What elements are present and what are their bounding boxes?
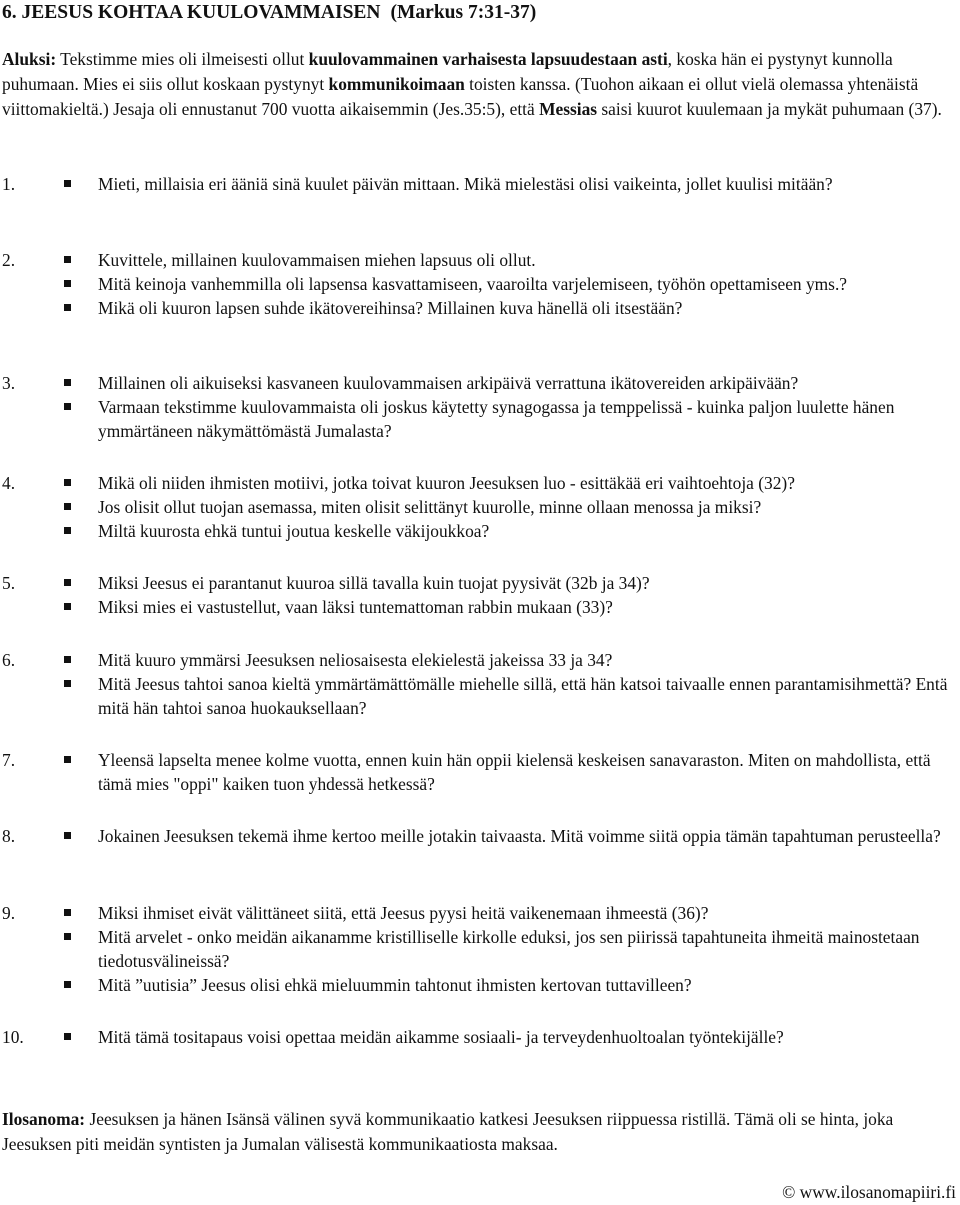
question-item (2, 748, 960, 796)
question-item (2, 519, 960, 543)
question-number: 4. (2, 473, 16, 493)
page-title (2, 1, 536, 25)
bullet-icon (64, 579, 71, 586)
question-item (2, 901, 960, 925)
question-text: Jokainen Jeesuksen tekemä ihme kertoo meille jotakin taivaasta. Mitä voimme siitä oppia tämän tapahtuman perusteella? (98, 826, 941, 846)
question-4 (2, 471, 960, 543)
bullet-icon (64, 1033, 71, 1040)
intro-text-1: Tekstimme mies oli ilmeisesti ollut (56, 49, 309, 69)
question-text: Varmaan tekstimme kuulovammaista oli joskus käytetty synagogassa ja temppelissä - kuinka paljon luulette hänen ymmärtäneen näkymättömästä Jumalasta? (98, 397, 895, 441)
question-item (2, 172, 960, 196)
question-10 (2, 1025, 960, 1049)
bullet-icon (64, 403, 71, 410)
question-number: 5. (2, 573, 16, 593)
bullet-icon (64, 909, 71, 916)
question-2 (2, 248, 960, 320)
question-item (2, 973, 960, 997)
question-text: Mikä oli niiden ihmisten motiivi, jotka toivat kuuron Jeesuksen luo - esittäkää eri vaihtoehtoja (32)? (98, 473, 795, 493)
bullet-icon (64, 981, 71, 988)
intro-text-4: saisi kuurot kuulemaan ja mykät puhumaan (37). (597, 99, 942, 119)
question-3 (2, 371, 960, 443)
question-text: Miltä kuurosta ehkä tuntui joutua keskelle väkijoukkoa? (98, 521, 490, 541)
intro-bold-2: kommunikoimaan (328, 74, 465, 94)
intro-text-3: toisten kanssa. (Tuohon aikaan ei ollut vielä olemassa yhtenäistä viittomakieltä.) Jesaja oli ennustanut 700 vuotta aikaisemmin (Jes.35:5), että (2, 74, 919, 119)
bullet-icon (64, 756, 71, 763)
bullet-icon (64, 479, 71, 486)
intro-label: Aluksi: (2, 49, 57, 69)
question-item (2, 925, 960, 973)
question-number: 9. (2, 903, 16, 923)
bullet-icon (64, 832, 71, 839)
bullet-icon (64, 503, 71, 510)
question-text: Mitä ”uutisia” Jeesus olisi ehkä mieluummin tahtonut ihmisten kertovan tuttavilleen? (98, 975, 692, 995)
question-text: Jos olisit ollut tuojan asemassa, miten olisit selittänyt kuurolle, minne ollaan menossa ja miksi? (98, 497, 762, 517)
question-6 (2, 648, 960, 720)
question-text: Mitä arvelet - onko meidän aikanamme kristilliselle kirkolle eduksi, jos sen piirissä tapahtuneita ihmeitä mainostetaan tiedotusvälineissä? (98, 927, 920, 971)
bullet-icon (64, 379, 71, 386)
question-item (2, 296, 960, 320)
question-item (2, 571, 960, 595)
document-page (2, 0, 958, 1205)
closing-paragraph (2, 1107, 960, 1157)
title-main: 6. JEESUS KOHTAA KUULOVAMMAISEN (2, 2, 381, 23)
question-item (2, 272, 960, 296)
bullet-icon (64, 256, 71, 263)
question-number: 3. (2, 373, 16, 393)
question-text: Millainen oli aikuiseksi kasvaneen kuulovammaisen arkipäivä verrattuna ikätovereiden arkipäivään? (98, 373, 799, 393)
bullet-icon (64, 603, 71, 610)
question-item (2, 471, 960, 495)
bullet-icon (64, 656, 71, 663)
question-item (2, 248, 960, 272)
question-item (2, 371, 960, 395)
question-item (2, 395, 960, 443)
question-text: Mieti, millaisia eri ääniä sinä kuulet päivän mittaan. Mikä mielestäsi olisi vaikeinta, jollet kuulisi mitään? (98, 174, 833, 194)
question-text: Kuvittele, millainen kuulovammaisen miehen lapsuus oli ollut. (98, 250, 536, 270)
bullet-icon (64, 280, 71, 287)
intro-text-2: , koska hän ei pystynyt kunnolla puhumaan. Mies ei siis ollut koskaan pystynyt (2, 49, 893, 94)
question-text: Mitä kuuro ymmärsi Jeesuksen neliosaisesta elekielestä jakeissa 33 ja 34? (98, 650, 613, 670)
question-item (2, 672, 960, 720)
question-number: 7. (2, 750, 16, 770)
question-number: 8. (2, 826, 16, 846)
bullet-icon (64, 180, 71, 187)
question-9 (2, 901, 960, 997)
question-8 (2, 824, 960, 848)
question-text: Mitä Jeesus tahtoi sanoa kieltä ymmärtämättömälle miehelle sillä, että hän katsoi taivaalle ennen parantamisihmettä? Entä mitä hän tahtoi sanoa huokauksellaan? (98, 674, 948, 718)
intro-paragraph (2, 47, 960, 122)
question-text: Mitä keinoja vanhemmilla oli lapsensa kasvattamiseen, vaaroilta varjelemiseen, työhön opettamiseen yms.? (98, 274, 848, 294)
question-number: 2. (2, 250, 16, 270)
question-text: Miksi Jeesus ei parantanut kuuroa sillä tavalla kuin tuojat pyysivät (32b ja 34)? (98, 573, 650, 593)
question-1 (2, 172, 960, 196)
question-number: 6. (2, 650, 16, 670)
intro-bold-1: kuulovammainen varhaisesta lapsuudestaan asti (308, 49, 668, 69)
question-number: 10. (2, 1027, 24, 1047)
footer-copyright: © www.ilosanomapiiri.fi (782, 1182, 956, 1202)
question-text: Mikä oli kuuron lapsen suhde ikätovereihinsa? Millainen kuva hänellä oli itsestään? (98, 298, 683, 318)
question-7 (2, 748, 960, 796)
question-text: Yleensä lapselta menee kolme vuotta, ennen kuin hän oppii kielensä keskeisen sanavaraston. Miten on mahdollista, että tämä mies "oppi" kaiken tuon yhdessä hetkessä? (98, 750, 931, 794)
question-number: 1. (2, 174, 16, 194)
question-item (2, 495, 960, 519)
intro-bold-3: Messias (539, 99, 598, 119)
question-text: Miksi mies ei vastustellut, vaan läksi tuntemattoman rabbin mukaan (33)? (98, 597, 613, 617)
bullet-icon (64, 527, 71, 534)
question-5 (2, 571, 960, 619)
closing-text: Jeesuksen ja hänen Isänsä välinen syvä kommunikaatio katkesi Jeesuksen riippuessa ristillä. Tämä oli se hinta, joka Jeesuksen piti meidän syntisten ja Jumalan välisestä kommunikaatiosta maksaa. (2, 1109, 894, 1154)
bullet-icon (64, 680, 71, 687)
question-text: Miksi ihmiset eivät välittäneet siitä, että Jeesus pyysi heitä vaikenemaan ihmeestä (36)? (98, 903, 709, 923)
question-item (2, 595, 960, 619)
bullet-icon (64, 304, 71, 311)
question-item (2, 648, 960, 672)
question-text: Mitä tämä tositapaus voisi opettaa meidän aikamme sosiaali- ja terveydenhuoltoalan työntekijälle? (98, 1027, 784, 1047)
title-reference: (Markus 7:31-37) (390, 2, 537, 23)
question-item (2, 824, 960, 848)
closing-label: Ilosanoma: (2, 1109, 86, 1129)
bullet-icon (64, 933, 71, 940)
question-item (2, 1025, 960, 1049)
